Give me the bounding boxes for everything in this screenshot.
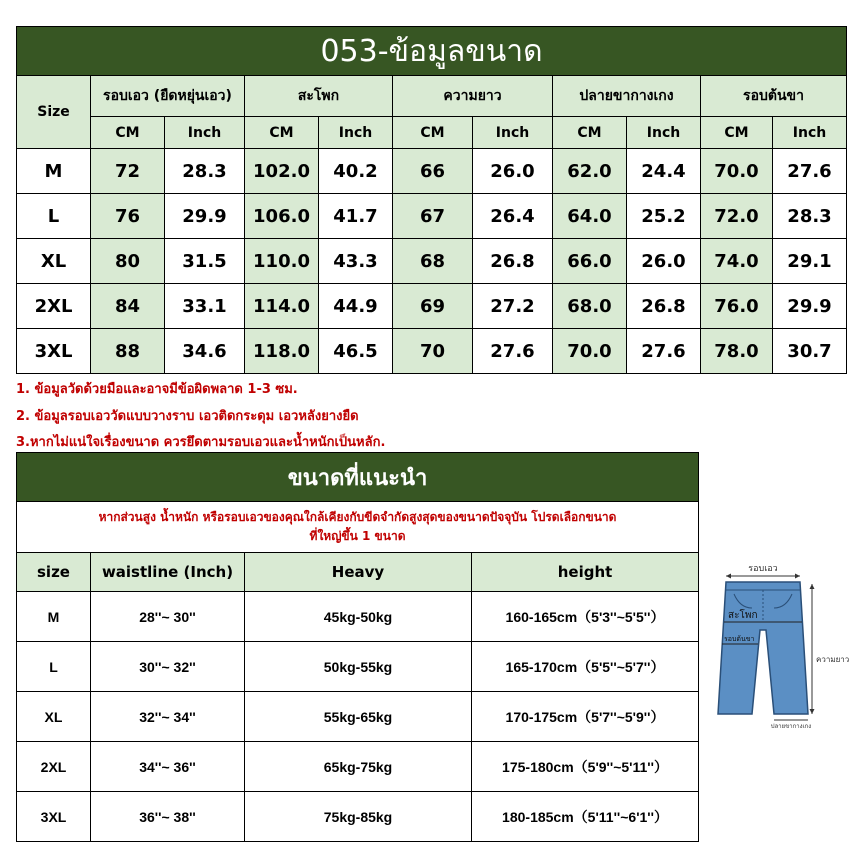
inch-cell: 26.0 <box>473 149 553 194</box>
rec-height-cell: 175-180cm（5'9''~5'11''） <box>472 742 699 792</box>
arrowhead <box>795 574 800 579</box>
inch-cell: 29.9 <box>773 284 847 329</box>
cm-cell: 66.0 <box>553 239 627 284</box>
inch-cell: 34.6 <box>165 329 245 374</box>
rec-height-cell: 160-165cm（5'3''~5'5''） <box>472 592 699 642</box>
rec-heavy-cell: 50kg-55kg <box>245 642 472 692</box>
inch-cell: 44.9 <box>319 284 393 329</box>
waist-label: รอบเอว <box>748 564 778 574</box>
size-header: size <box>17 553 91 592</box>
cm-cell: 70 <box>393 329 473 374</box>
recommend-warning-line-2: ที่ใหญ่ขึ้น 1 ขนาด <box>309 529 406 543</box>
arrowhead <box>810 709 815 714</box>
jeans-shape <box>718 582 808 714</box>
size-column-header: Size <box>17 76 91 149</box>
cm-cell: 80 <box>91 239 165 284</box>
recommend-row <box>17 642 699 692</box>
recommend-row <box>17 792 699 842</box>
rec-heavy-cell: 55kg-65kg <box>245 692 472 742</box>
inch-cell: 25.2 <box>627 194 701 239</box>
cm-cell: 106.0 <box>245 194 319 239</box>
recommend-title: ขนาดที่แนะนำ <box>17 453 699 502</box>
size-label: 2XL <box>17 284 91 329</box>
rec-size-cell: 3XL <box>17 792 91 842</box>
rec-heavy-cell: 75kg-85kg <box>245 792 472 842</box>
size-label: M <box>17 149 91 194</box>
note-3: 3.หากไม่แน่ใจเรื่องขนาด ควรยึดตามรอบเอวและน้ำหนักเป็นหลัก. <box>16 435 386 450</box>
cm-cell: 102.0 <box>245 149 319 194</box>
cm-cell: 110.0 <box>245 239 319 284</box>
unit-inch-header: Inch <box>319 117 393 149</box>
cm-cell: 72 <box>91 149 165 194</box>
unit-cm-header: CM <box>553 117 627 149</box>
rec-size-cell: M <box>17 592 91 642</box>
cm-cell: 118.0 <box>245 329 319 374</box>
cm-cell: 76.0 <box>701 284 773 329</box>
rec-size-cell: L <box>17 642 91 692</box>
rec-waist-cell: 36''~ 38'' <box>91 792 245 842</box>
unit-inch-header: Inch <box>473 117 553 149</box>
unit-cm-header: CM <box>393 117 473 149</box>
inch-cell: 27.6 <box>627 329 701 374</box>
unit-inch-header: Inch <box>165 117 245 149</box>
rec-height-cell: 165-170cm（5'5''~5'7''） <box>472 642 699 692</box>
note-2: 2. ข้อมูลรอบเอววัดแบบวางราบ เอวติดกระดุม เอวหลังยางยืด <box>16 409 359 424</box>
recommend-warning <box>17 502 699 553</box>
cm-cell: 70.0 <box>701 149 773 194</box>
recommend-row <box>17 692 699 742</box>
rec-height-cell: 170-175cm（5'7''~5'9''） <box>472 692 699 742</box>
length-header: ความยาว <box>393 76 553 117</box>
unit-inch-header: Inch <box>773 117 847 149</box>
rec-heavy-cell: 45kg-50kg <box>245 592 472 642</box>
inch-cell: 26.8 <box>473 239 553 284</box>
inch-cell: 26.0 <box>627 239 701 284</box>
inch-cell: 26.4 <box>473 194 553 239</box>
inch-cell: 41.7 <box>319 194 393 239</box>
rec-heavy-cell: 65kg-75kg <box>245 742 472 792</box>
hip-header: สะโพก <box>245 76 393 117</box>
inch-cell: 26.8 <box>627 284 701 329</box>
thigh-label: รอบต้นขา <box>724 635 755 643</box>
recommend-row <box>17 592 699 642</box>
rec-waist-cell: 34''~ 36'' <box>91 742 245 792</box>
recommend-warning-line-1: หากส่วนสูง น้ำหนัก หรือรอบเอวของคุณใกล้เคียงกับขีดจำกัดสูงสุดของขนาดปัจจุบัน โปรดเลือกขนาด <box>98 510 617 524</box>
hip-label: สะโพก <box>728 610 758 621</box>
length-label: ความยาว <box>816 655 850 664</box>
rec-waist-cell: 28''~ 30'' <box>91 592 245 642</box>
cm-cell: 68.0 <box>553 284 627 329</box>
hem-label: ปลายขากางเกง <box>770 723 812 730</box>
cm-cell: 72.0 <box>701 194 773 239</box>
recommend-table <box>16 452 699 842</box>
waistline-header: waistline (Inch) <box>91 553 245 592</box>
inch-cell: 28.3 <box>773 194 847 239</box>
rec-size-cell: 2XL <box>17 742 91 792</box>
size-label: L <box>17 194 91 239</box>
jeans-icon <box>708 560 858 740</box>
inch-cell: 27.6 <box>473 329 553 374</box>
cm-cell: 88 <box>91 329 165 374</box>
inch-cell: 30.7 <box>773 329 847 374</box>
thigh-header: รอบต้นขา <box>701 76 847 117</box>
cm-cell: 74.0 <box>701 239 773 284</box>
rec-waist-cell: 30''~ 32'' <box>91 642 245 692</box>
recommend-row <box>17 742 699 792</box>
cm-cell: 69 <box>393 284 473 329</box>
arrowhead <box>726 574 731 579</box>
size-row <box>17 149 847 194</box>
inch-cell: 28.3 <box>165 149 245 194</box>
size-row <box>17 239 847 284</box>
size-label: 3XL <box>17 329 91 374</box>
cm-cell: 62.0 <box>553 149 627 194</box>
inch-cell: 29.1 <box>773 239 847 284</box>
height-header: height <box>472 553 699 592</box>
rec-waist-cell: 32''~ 34'' <box>91 692 245 742</box>
inch-cell: 31.5 <box>165 239 245 284</box>
unit-cm-header: CM <box>701 117 773 149</box>
inch-cell: 27.6 <box>773 149 847 194</box>
cm-cell: 67 <box>393 194 473 239</box>
unit-cm-header: CM <box>245 117 319 149</box>
cm-cell: 78.0 <box>701 329 773 374</box>
inch-cell: 24.4 <box>627 149 701 194</box>
recommend-table-body <box>17 592 699 842</box>
inch-cell: 29.9 <box>165 194 245 239</box>
cm-cell: 68 <box>393 239 473 284</box>
hem-header: ปลายขากางเกง <box>553 76 701 117</box>
cm-cell: 76 <box>91 194 165 239</box>
size-label: XL <box>17 239 91 284</box>
size-row <box>17 194 847 239</box>
unit-inch-header: Inch <box>627 117 701 149</box>
cm-cell: 114.0 <box>245 284 319 329</box>
size-row <box>17 284 847 329</box>
cm-cell: 84 <box>91 284 165 329</box>
inch-cell: 46.5 <box>319 329 393 374</box>
size-table-title: 053-ข้อมูลขนาด <box>17 27 847 76</box>
cm-cell: 70.0 <box>553 329 627 374</box>
heavy-header: Heavy <box>245 553 472 592</box>
cm-cell: 64.0 <box>553 194 627 239</box>
size-table <box>16 26 847 374</box>
size-row <box>17 329 847 374</box>
inch-cell: 40.2 <box>319 149 393 194</box>
inch-cell: 27.2 <box>473 284 553 329</box>
cm-cell: 66 <box>393 149 473 194</box>
size-table-body <box>17 149 847 374</box>
note-1: 1. ข้อมูลวัดด้วยมือและอาจมีข้อผิดพลาด 1-3 ซม. <box>16 382 298 397</box>
inch-cell: 33.1 <box>165 284 245 329</box>
rec-height-cell: 180-185cm（5'11''~6'1''） <box>472 792 699 842</box>
inch-cell: 43.3 <box>319 239 393 284</box>
arrowhead <box>810 584 815 589</box>
unit-cm-header: CM <box>91 117 165 149</box>
rec-size-cell: XL <box>17 692 91 742</box>
waist-header: รอบเอว (ยืดหยุ่นเอว) <box>91 76 245 117</box>
